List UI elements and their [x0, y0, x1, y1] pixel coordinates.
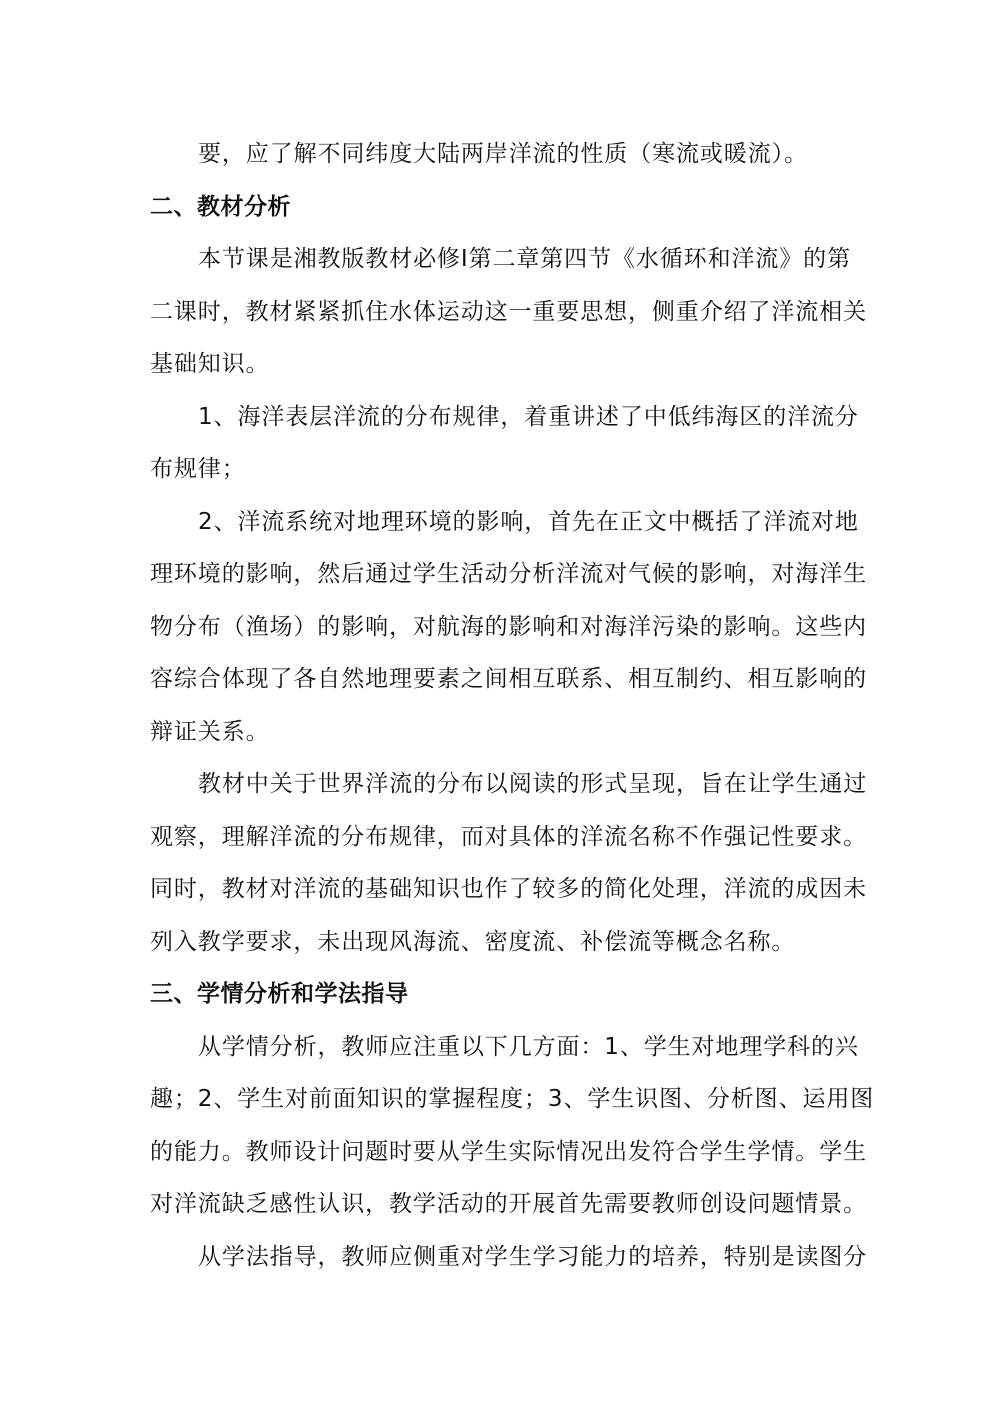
paragraph-line: 对洋流缺乏感性认识，教学活动的开展首先需要教师创设问题情景。: [150, 1191, 867, 1217]
paragraph-line: 趣；2、学生对前面知识的掌握程度；3、学生识图、分析图、运用图: [150, 1086, 875, 1112]
paragraph-line: 从学法指导，教师应侧重对学生学习能力的培养，特别是读图分: [198, 1243, 868, 1270]
paragraph-line: 二课时，教材紧紧抓住水体运动这一重要思想，侧重介绍了洋流相关: [150, 298, 867, 325]
document-page: [150, 128, 875, 1283]
paragraph-line: 观察，理解洋流的分布规律，而对具体的洋流名称不作强记性要求。: [150, 823, 867, 850]
paragraph-line: 容综合体现了各自然地理要素之间相互联系、相互制约、相互影响的: [150, 666, 867, 692]
paragraph-line: 基础知识。: [150, 351, 270, 377]
paragraph-line: 理环境的影响，然后通过学生活动分析洋流对气候的影响，对海洋生: [150, 561, 867, 587]
section-heading-student-analysis: 三、学情分析和学法指导: [150, 981, 409, 1007]
paragraph-line: 的能力。教师设计问题时要从学生实际情况出发符合学生学情。学生: [150, 1138, 867, 1165]
paragraph-line: 教材中关于世界洋流的分布以阅读的形式呈现，旨在让学生通过: [198, 771, 868, 797]
paragraph-line: 同时，教材对洋流的基础知识也作了较多的简化处理，洋流的成因未: [150, 876, 867, 902]
paragraph-line: 要，应了解不同纬度大陆两岸洋流的性质（寒流或暖流）。: [198, 141, 808, 167]
paragraph-line: 物分布（渔场）的影响，对航海的影响和对海洋污染的影响。这些内: [150, 613, 867, 640]
section-heading-textbook-analysis: 二、教材分析: [150, 193, 291, 220]
paragraph-line: 辩证关系。: [150, 718, 270, 745]
paragraph-line: 从学情分析，教师应注重以下几方面：1、学生对地理学科的兴: [198, 1033, 859, 1060]
paragraph-line: 布规律；: [150, 456, 246, 482]
paragraph-line: 列入教学要求，未出现风海流、密度流、补偿流等概念名称。: [150, 928, 796, 955]
paragraph-line: 本节课是湘教版教材必修Ⅰ第二章第四节《水循环和洋流》的第: [198, 246, 851, 272]
paragraph-line: 1、海洋表层洋流的分布规律，着重讲述了中低纬海区的洋流分: [198, 403, 859, 430]
paragraph-line: 2、洋流系统对地理环境的影响，首先在正文中概括了洋流对地: [198, 508, 859, 535]
